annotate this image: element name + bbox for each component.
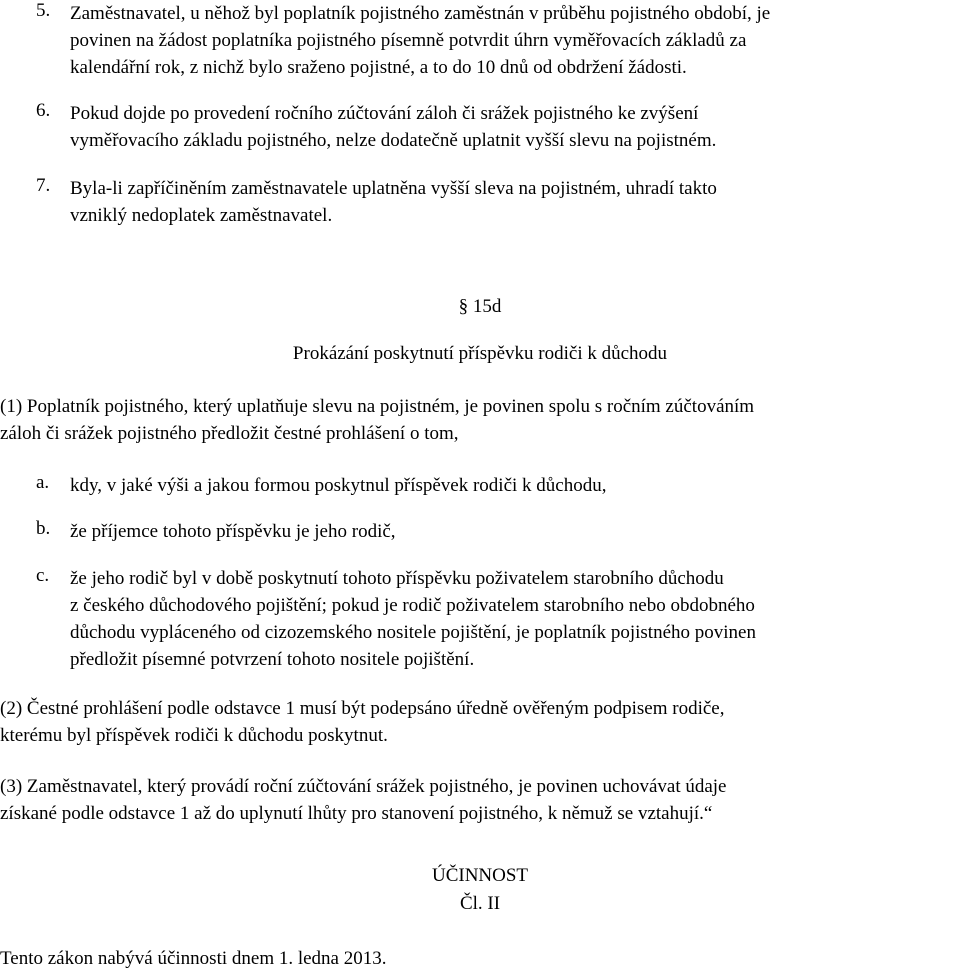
text-line: kdy, v jaké výši a jakou formou poskytnul příspěvek rodiči k důchodu, bbox=[70, 475, 607, 496]
text-line: Tento zákon nabývá účinnosti dnem 1. ledna 2013. bbox=[0, 948, 387, 969]
item-number: 5. bbox=[36, 0, 51, 21]
paragraph-3 bbox=[0, 773, 960, 827]
text-line: (2) Čestné prohlášení podle odstavce 1 musí být podepsáno úředně ověřeným podpisem rodiče, bbox=[0, 698, 725, 719]
text-line: Byla-li zapříčiněním zaměstnavatele uplatněna vyšší sleva na pojistném, uhradí takto bbox=[70, 178, 717, 199]
item-number: 6. bbox=[36, 100, 51, 121]
text-line: povinen na žádost poplatníka pojistného písemně potvrdit úhrn vyměřovacích základů za bbox=[70, 30, 747, 51]
item-text bbox=[70, 472, 960, 499]
text-line: Zaměstnavatel, u něhož byl poplatník pojistného zaměstnán v průběhu pojistného období, je bbox=[70, 3, 771, 24]
text-line: z českého důchodového pojištění; pokud je rodič poživatelem starobního nebo obdobného bbox=[70, 595, 755, 616]
section-title: Prokázání poskytnutí příspěvku rodiči k důchodu bbox=[292, 343, 668, 364]
item-letter: b. bbox=[36, 518, 51, 539]
final-sentence bbox=[0, 945, 960, 972]
text-line: kalendářní rok, z nichž bylo sraženo pojistné, a to do 10 dnů od obdržení žádosti. bbox=[70, 57, 687, 78]
text-line: získané podle odstavce 1 až do uplynutí lhůty pro stanovení pojistného, k němuž se vztahují.“ bbox=[0, 803, 713, 824]
text-line: vyměřovacího základu pojistného, nelze dodatečně uplatnit vyšší slevu na pojistném. bbox=[70, 130, 717, 151]
text-line: záloh či srážek pojistného předložit čestné prohlášení o tom, bbox=[0, 423, 459, 444]
article-number: Čl. II bbox=[459, 893, 501, 914]
text-line: Pokud dojde po provedení ročního zúčtování záloh či srážek pojistného ke zvýšení bbox=[70, 103, 699, 124]
paragraph-2 bbox=[0, 695, 960, 749]
section-number: § 15d bbox=[458, 296, 502, 317]
item-text bbox=[70, 100, 960, 154]
text-line: předložit písemné potvrzení tohoto nositele pojištění. bbox=[70, 649, 475, 670]
item-text bbox=[70, 518, 960, 545]
text-line: kterému byl příspěvek rodiči k důchodu poskytnut. bbox=[0, 725, 388, 746]
item-letter: a. bbox=[36, 472, 50, 493]
effectiveness-heading: ÚČINNOST bbox=[431, 865, 529, 886]
item-text bbox=[70, 565, 960, 673]
item-number: 7. bbox=[36, 175, 51, 196]
text-line: (3) Zaměstnavatel, který provádí roční zúčtování srážek pojistného, je povinen uchovávat údaje bbox=[0, 776, 727, 797]
text-line: že jeho rodič byl v době poskytnutí tohoto příspěvku poživatelem starobního důchodu bbox=[70, 568, 724, 589]
item-letter: c. bbox=[36, 565, 50, 586]
text-line: (1) Poplatník pojistného, který uplatňuje slevu na pojistném, je povinen spolu s ročním zúčtováním bbox=[0, 396, 755, 417]
item-text bbox=[70, 175, 960, 229]
text-line: důchodu vypláceného od cizozemského nositele pojištění, je poplatník pojistného povinen bbox=[70, 622, 756, 643]
text-line: že příjemce tohoto příspěvku je jeho rodič, bbox=[70, 521, 396, 542]
text-line: vzniklý nedoplatek zaměstnavatel. bbox=[70, 205, 333, 226]
item-text bbox=[70, 0, 960, 81]
paragraph-1 bbox=[0, 393, 960, 447]
